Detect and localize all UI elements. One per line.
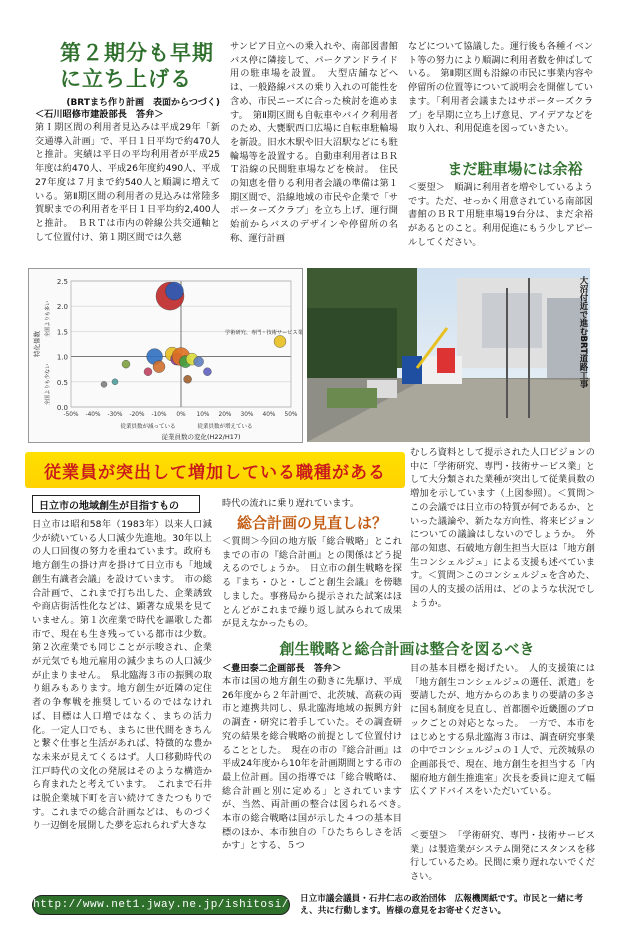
section3-heading: 創生戦略と総合計画は整合を図るべき [279,640,535,658]
chart-y-tick-label: 0.5 [56,378,68,387]
section1-title-line1: 第２期分も早期 [60,41,214,65]
section2-col2-top: 時代の流れに乗り遅れています。 [222,498,360,509]
construction-photo [307,268,590,442]
chart-point [274,335,286,347]
section2-col3-text: むしろ資料として提示された人口ビジョンの中に「学術研究、専門・技術サービス業」として大分類された業種が突出して従業員数の増加を示しています（上図参照）。＜質問＞この会議では日立市の特質が何であるか、といった議論や、新たな方向性、将来ビジョンについての議論はしないのでしょうか。 外部の知恵、石破地方創生担当大臣は「地方創生コンシェルジュ」による支援も述べています。＜質問＞このコンシェルジュを含めた、国の人的支援の活用は、どのような状況でしょうか。 [410,447,595,609]
section2-col1-text: 日立市は昭和58年（1983年）以来人口減少が続いている人口減少先進地。30年以上の人口回復の努力を重ねています。政府も地方創生の掛け声を掛けて日立市も「地域創生有識者会議」を設けています。 市の総合計画で、これまで打ち出した、企業誘致や商店街活性化などは、顕著な成果を見ていません。第１次産業で時代を謳歌した都市で、現在も生き残っている都市は少数。第２次産業でも同じことが示唆され、企業が元気でも地元雇用の減少まちの人口減少が止まりません。 県北臨海３市の振興の取り組みもあります。地方創生が近隣の定住者の争奪戦を推奨しているのではなければ、目標は人口増ではなく、まちの活力化。一定人口でも、まちに世代間をきちんと繋ぐ仕事と生活があれば、特徴的な豊かな未来が見えてくるはず。人口移動時代の江戸時代の文化の発展はそのような構造から育まれたと考えています。 これまで石井は脱企業城下町を言い続けてきたつもりです。これまでの総合計画などは、ものづくり一辺倒を展開した夢を忘れられず大きな [32,519,212,832]
photo-caption: 大沼付近で進むBRT道路工事 [578,276,588,388]
chart-x-left-label: 従業員数が減っている [120,424,176,430]
section1-subtitle: (BRTまち作り計画 表面からつづく) [66,98,220,108]
chart-x-tick-label: 30% [240,412,254,418]
chart-x-tick-label: 40% [262,412,276,418]
chart-point [153,361,165,373]
chart-x-tick-label: 20% [218,412,232,418]
section1-heading2: まだ駐車場には余裕 [447,160,583,178]
section1-col3-text: などについて協議した。運行後も各種イベント等の努力により順調に利用者数を伸ばしている。 第Ⅱ期区間も沿線の市民に事業内容や停留所の位置等について説明会を開催しています。「利用者会議またはサポーターズクラブ」を早期に立ち上げ意見、アイデアなどを取り入れ、利用促進を図っていきたい。 [408,41,593,135]
chart-frame [28,268,303,443]
chart-y-tick-label: 2.0 [56,303,68,312]
section2-heading: 総合計画の見直しは？ [236,514,387,532]
chart-x-tick-label: -40% [85,412,101,418]
chart-x-tick-label: -20% [129,412,145,418]
chart-x-tick-label: 10% [196,412,210,418]
chart-point [194,357,204,367]
section3-speaker: ＜豊田泰二企画部長 答弁＞ [222,663,342,674]
chart-annotation: 学術研究、専門・技術サービス業 [225,329,303,336]
section1-title [60,40,220,92]
scatter-chart [29,269,304,444]
section3-demand: ＜要望＞ 「学術研究、専門・技術サービス業」は製造業がシステム開発にスタンスを移行しているため。民間に乗り遅れないでください。 [410,830,595,883]
chart-y-tick-label: 1.0 [56,353,68,362]
chart-y-tick-label: 2.5 [56,278,68,286]
chart-point [112,379,118,385]
headline-banner: 従業員が突出して増加している職種がある [25,452,405,488]
chart-x-tick-label: -10% [151,412,167,418]
section2-box-label: 日立市の地域創生が目指すもの [32,495,200,513]
chart-y-top-label: 全国よりも多い [45,300,51,337]
chart-point [122,360,130,368]
section1-title-line2: に立ち上げる [60,67,192,91]
chart-x-right-label: 従業員数が増えている [197,424,253,430]
section3-col2-text: 目の基本目標を掲げたい。 人的支援策には「地方創生コンシェルジュの選任、派遣」を要請したが、地方からのあまりの要請の多さに国も制度を見直し、首都圏や近畿圏のブロックごとの対応となった。 一方で、本市をはじめとする県北臨海３市は、調査研究事業の中でコンシェルジュの１人で、元茨城県の企画部長で、現在、地方創生を担当する「内閣府地方創生推進室」次長を委員に迎えて幅広くアドバイスをいただいている。 [410,663,595,798]
section3-col1-text: 本市は国の地方創生の動きに先駆け、平成26年度から２年計画で、北茨城、高萩の両市と連携共同し、県北臨海地域の振興方針の調査・研究に着手していた。その調査研究の結果を総合戦略の前提として位置付けることとした。 現在の市の『総合計画』は平成24年度から10年を計画期間とする市の最上位計画。国の指導では「総合戦略は、総合計画と別に定める」とされていますが、当然、両計画の整合は図られるべき。 本市の総合戦略は国が示した４つの基本目標のほか、本市独自の「ひたちらしさを活かす」とする、５つ [222,676,412,852]
chart-x-axis-label: 従業員数の変化(H22/H17) [161,433,241,441]
chart-point [203,368,211,376]
chart-point [165,282,183,300]
chart-y-bottom-label: 全国よりも少ない [45,363,51,406]
chart-x-tick-label: -30% [107,412,123,418]
footer-url-link[interactable]: http://www.net1.jway.ne.jp/ishitosi/ [32,895,290,915]
chart-x-tick-label: 0% [176,412,186,418]
section1-heading2-text: ＜要望＞ 順調に利用者を増やしているようです。ただ、せっかく用意されている南部図書館のＢＲＴ用駐車場19台分は、まだ余裕があるとのこと。利用促進にもう少しアピールしてください。 [408,182,593,248]
chart-point [144,368,152,376]
chart-point [101,381,107,387]
chart-x-tick-label: -50% [63,412,79,418]
chart-y-tick-label: 0.0 [56,404,68,412]
section1-speaker: ＜石川昭修市建設部長 答弁＞ [35,109,164,120]
section1-col1-text: 第Ｉ期区間の利用者見込みは平成29年「新交通導入計画」で、平日１日平均で約470人と推計。実績は平日の平均利用者が平成25年度は約470人、平成26年度約490人、平成27年度は７月まで約540人と順調に増えている。第Ⅱ期区間の利用者の見込みは常陸多賀駅までの利用者を平日１日平均約2,400人と推計。 ＢＲＴは市内の幹線公共交通軸として位置付け、第１期区間では久慈 [35,122,220,243]
section1-col2-text: サンピア日立への乗入れや、南部図書館バス停に隣接して、パークアンドライド用の駐車場を設置。 大型店舗などへは、一般路線バスの乗り入れの可能性を含め、市民ニーズに合った検討を進めます。 第Ⅱ期区間も自転車やバイク利用者のため、大甕駅西口広場に自転車駐輪場を新設。旧水木駅や旧大沼駅などにも駐輪場等を設置する。自動車利用者はＢＲＴ沿線の民間駐車場などを検討。 住民の知恵を借りる利用者会議の準備は第１期区間で、沿線地域の市民や企業で「サポーターズクラブ」を立ち上げ、運行開始前からバスのデザインや停留所の名称、運行計画 [230,41,398,244]
chart-y-axis-label: 特化係数 [33,331,41,357]
chart-point [184,375,192,383]
construction-photo-illustration [307,268,590,442]
section2-col2-text: ＜質問＞今回の地方版「総合戦略」とこれまでの市の『総合計画』との関係はどう捉えるのでしょうか。 日立市の創生戦略を探る『まち・ひと・しごと創生会議』を傍聴しました。事務局から提示された試案はほとんどがこれまで繰り返し試みられて成果が見えなかったもの。 [222,536,402,630]
chart-x-tick-label: 50% [284,412,298,418]
footer-text: 日立市議会議員・石井仁志の政治団体 広報機関紙です。市民と一緒に考え、共に行動します。皆様の意見をお寄せください。 [300,894,583,916]
chart-y-tick-label: 1.5 [56,328,68,337]
